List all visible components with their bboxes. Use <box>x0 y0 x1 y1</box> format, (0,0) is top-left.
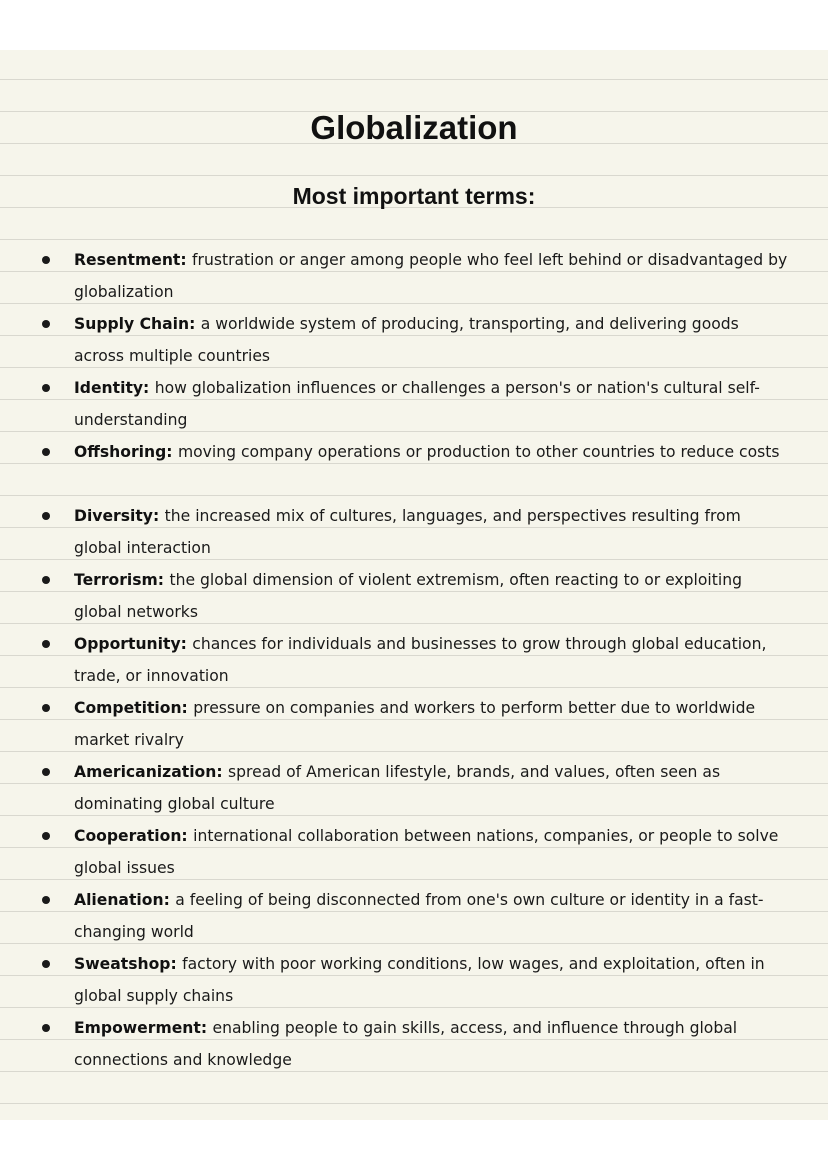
term-item-resentment <box>0 244 828 308</box>
bullet-icon <box>42 1024 50 1032</box>
term-name: Supply Chain: <box>74 315 201 333</box>
term-definition: frustration or anger among people who feel left behind or disadvantaged by globalization <box>74 251 788 301</box>
bullet-icon <box>42 768 50 776</box>
term-definition: spread of American lifestyle, brands, and values, often seen as dominating global culture <box>74 763 721 813</box>
term-name: Terrorism: <box>74 571 170 589</box>
bullet-icon <box>42 640 50 648</box>
note-page <box>0 50 828 1120</box>
bullet-icon <box>42 704 50 712</box>
term-definition: the increased mix of cultures, languages, and perspectives resulting from global interaction <box>74 507 741 557</box>
term-name: Cooperation: <box>74 827 194 845</box>
bullet-icon <box>42 512 50 520</box>
term-item-empowerment <box>0 1012 828 1076</box>
term-name: Offshoring: <box>74 443 178 461</box>
term-item-alienation <box>0 884 828 948</box>
bullet-icon <box>42 320 50 328</box>
term-item-cooperation <box>0 820 828 884</box>
term-item-sweatshop <box>0 948 828 1012</box>
term-item-supply-chain <box>0 308 828 372</box>
term-item-identity <box>0 372 828 436</box>
bullet-icon <box>42 832 50 840</box>
terms-list <box>0 244 828 1076</box>
page-subtitle: Most important terms: <box>292 183 536 209</box>
term-item-competition <box>0 692 828 756</box>
term-definition: the global dimension of violent extremism, often reacting to or exploiting global networks <box>74 571 742 621</box>
term-name: Empowerment: <box>74 1019 213 1037</box>
term-name: Opportunity: <box>74 635 193 653</box>
term-definition: factory with poor working conditions, low wages, and exploitation, often in global supply chains <box>74 955 765 1005</box>
term-item-opportunity <box>0 628 828 692</box>
bullet-icon <box>42 896 50 904</box>
term-definition: how globalization influences or challenges a person's or nation's cultural self-understanding <box>74 379 760 429</box>
term-item-americanization <box>0 756 828 820</box>
bullet-icon <box>42 384 50 392</box>
term-definition: moving company operations or production to other countries to reduce costs <box>177 443 780 461</box>
term-definition: a feeling of being disconnected from one's own culture or identity in a fast-changing world <box>74 891 764 941</box>
term-name: Competition: <box>74 699 194 717</box>
term-item-terrorism <box>0 564 828 628</box>
term-name: Alienation: <box>74 891 176 909</box>
term-name: Identity: <box>74 379 155 397</box>
term-name: Resentment: <box>74 251 193 269</box>
term-item-diversity <box>0 500 828 564</box>
term-definition: a worldwide system of producing, transporting, and delivering goods across multiple countries <box>74 315 739 365</box>
term-definition: pressure on companies and workers to perform better due to worldwide market rivalry <box>74 699 756 749</box>
term-name: Sweatshop: <box>74 955 183 973</box>
term-definition: international collaboration between nations, companies, or people to solve global issues <box>74 827 779 877</box>
page-title: Globalization <box>310 109 518 146</box>
term-definition: chances for individuals and businesses to grow through global education, trade, or innovation <box>74 635 767 685</box>
bullet-icon <box>42 256 50 264</box>
bullet-icon <box>42 960 50 968</box>
term-definition: enabling people to gain skills, access, and influence through global connections and knowledge <box>74 1019 738 1069</box>
term-item-offshoring <box>0 436 828 500</box>
bullet-icon <box>42 576 50 584</box>
bullet-icon <box>42 448 50 456</box>
term-name: Diversity: <box>74 507 165 525</box>
term-name: Americanization: <box>74 763 229 781</box>
